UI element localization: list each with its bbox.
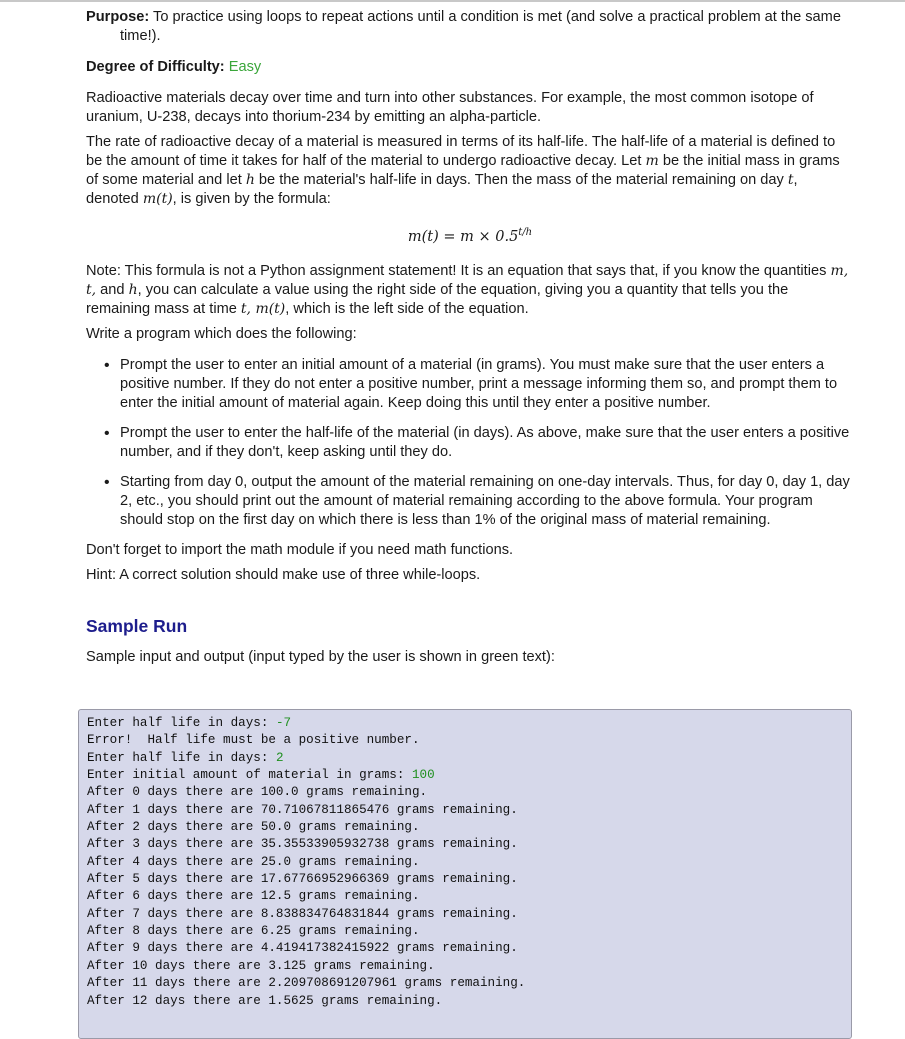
intro-paragraph: Radioactive materials decay over time and turn into other substances. For example, the most common isotope of uranium, U-238, decays into thorium-234 by emitting an alpha-particle. (86, 90, 814, 125)
purpose-text: To practice using loops to repeat actions until a condition is met (and solve a practical problem at the same time!). (120, 9, 841, 44)
console-line (87, 940, 851, 957)
list-item: • Prompt the user to enter the half-life of the material (in days). As above, make sure that the user enters a positive number, and if they don't, keep asking until they do. (120, 424, 854, 462)
top-divider (0, 0, 905, 2)
console-line (87, 923, 851, 940)
console-user-input: -7 (275, 716, 292, 730)
note-paragraph: Note: This formula is not a Python assignment statement! It is an equation that says that, if you know the quantities m, t, and h, you can calculate a value using the right side of the equation, giving you a quantity that tells you the remaining mass at time t, m(t), which is the left side of the equation. (86, 262, 849, 317)
console-line (87, 854, 851, 871)
console-output-text: Enter initial amount of material in grams: (87, 768, 412, 783)
hint-line: Hint: A correct solution should make use of three while-loops. (86, 566, 481, 583)
console-output-text: Enter half life in days: (87, 716, 276, 730)
assignment-document (86, 8, 854, 667)
sample-console-output (78, 709, 852, 1039)
console-output-text: After 5 days there are 17.67766952966369 grams remaining. (87, 872, 518, 887)
console-output-text: After 9 days there are 4.419417382415922 grams remaining. (87, 941, 518, 956)
purpose-label: Purpose: (86, 9, 150, 25)
console-line (87, 836, 851, 853)
console-output-text: After 6 days there are 12.5 grams remaining. (87, 889, 420, 904)
list-item: • Prompt the user to enter an initial amount of a material (in grams). You must make sure that the user enters a positive number. If they do not enter a positive number, print a message informing them so, and prompt them to enter the initial amount of material again. Keep doing this until they enter a positive number. (120, 356, 854, 413)
console-line (87, 906, 851, 923)
console-output-text: Enter half life in days: (87, 750, 276, 765)
console-output-text: After 11 days there are 2.209708691207961 grams remaining. (87, 976, 526, 991)
console-line (87, 784, 851, 801)
console-output-text: After 10 days there are 3.125 grams remaining. (87, 958, 435, 973)
console-output-text: After 2 days there are 50.0 grams remaining. (87, 820, 420, 835)
console-line (87, 750, 851, 767)
console-line (87, 802, 851, 819)
console-output-text: After 7 days there are 8.838834764831844 grams remaining. (87, 906, 518, 921)
console-line (87, 993, 851, 1010)
console-output-text: After 8 days there are 6.25 grams remaining. (87, 924, 420, 939)
import-reminder: Don't forget to import the math module if you need math functions. (86, 541, 514, 558)
console-output-text: Error! Half life must be a positive number. (87, 733, 420, 748)
requirements-list (86, 356, 854, 530)
console-output-text: After 12 days there are 1.5625 grams remaining. (87, 993, 443, 1008)
console-line (87, 958, 851, 975)
console-line (87, 888, 851, 905)
difficulty-line (86, 58, 854, 77)
console-line (87, 819, 851, 836)
difficulty-value: Easy (228, 59, 262, 75)
half-life-paragraph: The rate of radioactive decay of a material is measured in terms of its half-life. The half-life of a material is defined to be the amount of time it takes for half of the material to undergo radioactive decay. Let m be the initial mass in grams of some material and let h be the material's half-life in days. Then the mass of the material remaining on day t, denoted m(t), is given by the formula: (86, 134, 840, 207)
list-item: • Starting from day 0, output the amount of the material remaining on one-day intervals. Thus, for day 0, day 1, day 2, etc., you should print out the amount of material remaining according to the above formula. Your program should stop on the first day on which there is less than 1% of the original mass of material remaining. (120, 473, 854, 530)
write-program-line: Write a program which does the following: (86, 325, 357, 342)
console-user-input: 100 (411, 768, 435, 783)
console-output-text: After 4 days there are 25.0 grams remaining. (87, 854, 420, 869)
console-line (87, 975, 851, 992)
console-line (87, 715, 851, 732)
console-output-text: After 1 days there are 70.71067811865476 grams remaining. (87, 802, 518, 817)
console-line (87, 767, 851, 784)
console-line (87, 732, 851, 749)
console-user-input: 2 (275, 750, 284, 765)
console-output-text: After 0 days there are 100.0 grams remaining. (87, 785, 428, 800)
decay-formula: $m(t) = m \times 0.5^{t/h}$ (407, 227, 533, 245)
console-output-text: After 3 days there are 35.35533905932738 grams remaining. (87, 837, 518, 852)
difficulty-label: Degree of Difficulty: (86, 59, 225, 75)
purpose-paragraph (86, 8, 854, 46)
sample-intro: Sample input and output (input typed by the user is shown in green text): (86, 648, 555, 665)
sample-run-heading: Sample Run (86, 615, 188, 636)
console-line (87, 871, 851, 888)
